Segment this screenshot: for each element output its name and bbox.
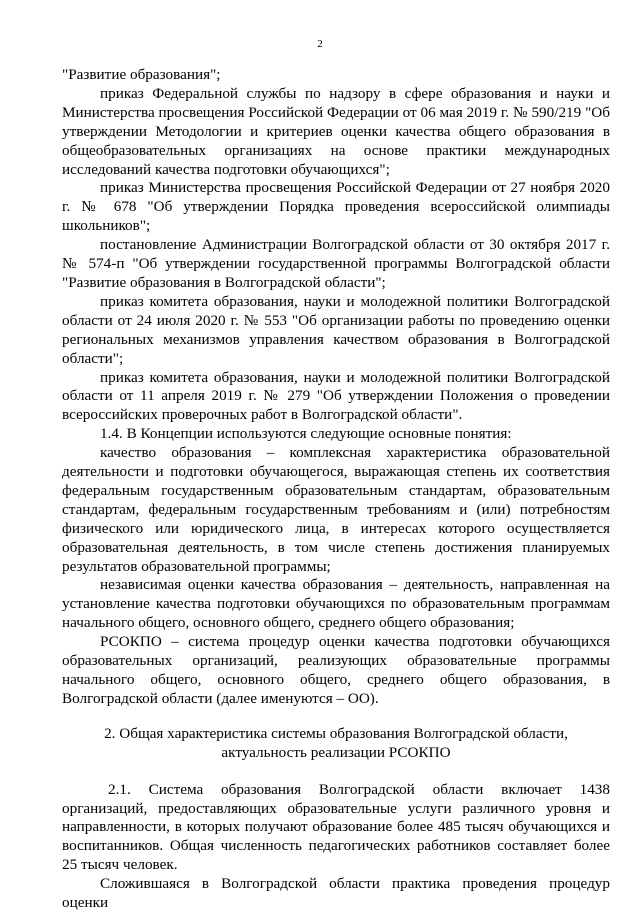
- paragraph: РСОКПО – система процедур оценки качества подготовки обучающихся образовательных организаций, реализующих образовательные программы начального общего, основного общего, среднего общего образования, в Волгоградской области (далее именуются – ОО).: [62, 633, 610, 707]
- page-number: 2: [317, 38, 323, 50]
- paragraph: Сложившаяся в Волгоградской области практика проведения процедур оценки: [62, 875, 610, 912]
- paragraph: независимая оценки качества образования – деятельность, направленная на установление качества подготовки обучающихся по образовательным программам начального общего, основного общего, среднего общего образования;: [62, 576, 610, 632]
- paragraph: приказ комитета образования, науки и молодежной политики Волгоградской области от 11 апреля 2019 г. № 279 "Об утверждении Положения о проведении всероссийских проверочных работ в Волгоградской области".: [62, 368, 610, 424]
- section-heading: [62, 725, 610, 763]
- paragraph: "Развитие образования";: [62, 66, 221, 83]
- document-body: [62, 66, 610, 913]
- paragraph: постановление Администрации Волгоградской области от 30 октября 2017 г. № 574-п "Об утверждении государственной программы Волгоградской области "Развитие образования в Волгоградской области";: [62, 236, 610, 291]
- spacer: [62, 763, 610, 781]
- paragraph: приказ Федеральной службы по надзору в сфере образования и науки и Министерства просвещения Российской Федерации от 06 мая 2019 г. № 590/219 "Об утверждении Методологии и критериев оценки качества общего образования в общеобразовательных организациях на основе практики международных исследований качества подготовки обучающихся";: [62, 84, 610, 178]
- paragraph: приказ комитета образования, науки и молодежной политики Волгоградской области от 24 июля 2020 г. № 553 "Об организации работы по проведению оценки региональных механизмов управления качеством образования в Волгоградской области";: [62, 292, 610, 367]
- section-heading-line: 2. Общая характеристика системы образования Волгоградской области,: [104, 724, 568, 742]
- section-heading-line: актуальность реализации РСОКПО: [221, 743, 451, 761]
- paragraph: приказ Министерства просвещения Российской Федерации от 27 ноября 2020 г. № 678 "Об утверждении Порядка проведения всероссийской олимпиады школьников";: [62, 179, 610, 235]
- paragraph: 1.4. В Концепции используются следующие основные понятия:: [100, 425, 512, 443]
- paragraph: 2.1. Система образования Волгоградской области включает 1438 организаций, предоставляющих образовательные услуги различного уровня и направленности, в которых получают образование более 485 тысяч обучающихся и воспитанников. Общая численность педагогических работников составляет более 25 тысяч человек.: [62, 780, 610, 874]
- paragraph: качество образования – комплексная характеристика образовательной деятельности и подготовки обучающегося, выражающая степень их соответствия федеральным государственным образовательным стандартам, образовательным стандартам, федеральным государственным требованиям и (или) потребностям физического или юридического лица, в интересах которого осуществляется образовательная деятельность, в том числе степень достижения планируемых результатов образовательной программы;: [62, 444, 610, 575]
